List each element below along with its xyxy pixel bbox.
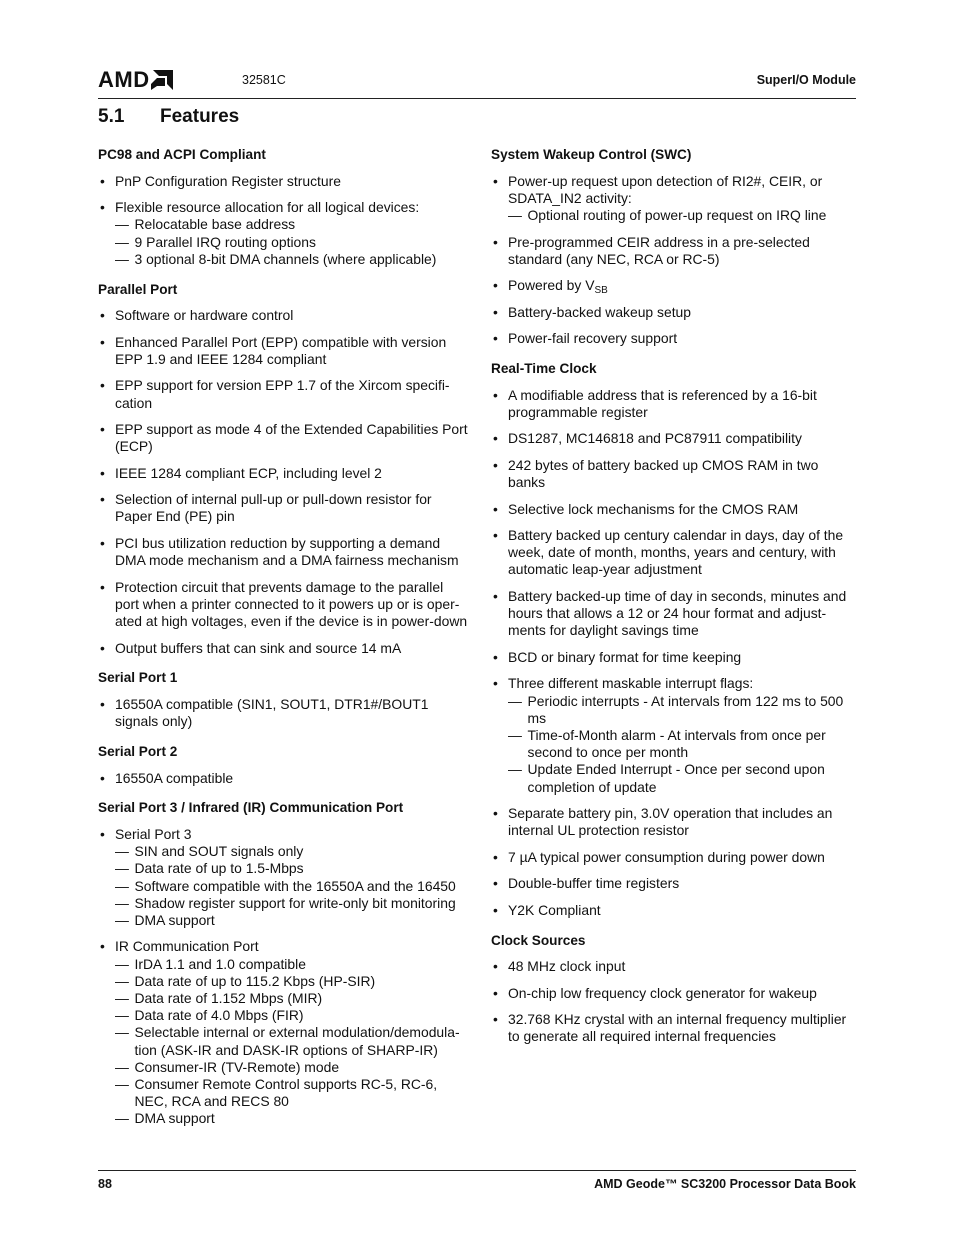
list-item xyxy=(98,640,470,657)
list-item xyxy=(98,770,470,787)
page-footer xyxy=(98,1170,856,1191)
page-number: 88 xyxy=(98,1177,112,1191)
sub-item: — Relocatable base address xyxy=(115,216,470,233)
sub-item: — DMA support xyxy=(115,1110,470,1127)
feature-group xyxy=(491,360,859,919)
group-heading: Serial Port 2 xyxy=(98,743,178,759)
list-item-text: Pre-programmed CEIR address in a pre-selected standard (any NEC, RCA or RC-5) xyxy=(508,233,810,267)
sub-item: — Update Ended Interrupt - Once per second upon completion of update xyxy=(508,761,859,795)
section-title xyxy=(98,106,239,128)
sub-list xyxy=(508,693,859,796)
list-item-text: Software or hardware control xyxy=(115,307,294,324)
list-item xyxy=(491,501,859,518)
list-item xyxy=(98,491,470,525)
list-item xyxy=(491,304,859,321)
list-item xyxy=(491,849,859,866)
amd-logo xyxy=(98,68,173,92)
document-number: 32581C xyxy=(242,73,286,87)
right-column xyxy=(491,146,859,1058)
list-item-text: EPP support for version EPP 1.7 of the Xircom specifi-cation xyxy=(115,377,450,411)
list-item xyxy=(491,234,859,268)
sub-item: — SIN and SOUT signals only xyxy=(115,843,470,860)
list-item xyxy=(98,173,470,190)
page-header xyxy=(98,66,856,99)
sub-item: — Optional routing of power-up request on IRQ line xyxy=(508,207,859,224)
list-item-text: Protection circuit that prevents damage to the parallel port when a printer connected to it powers up or is oper-ated at high voltages, even if the device is in power-down xyxy=(115,578,468,630)
list-item xyxy=(491,173,859,225)
group-heading: Serial Port 3 / Infrared (IR) Communication Port xyxy=(98,800,404,816)
group-heading: Clock Sources xyxy=(491,932,586,948)
feature-list xyxy=(491,173,859,348)
sub-item: — Shadow register support for write-only bit monitoring xyxy=(115,895,470,912)
list-item xyxy=(98,579,470,631)
list-item-text: Flexible resource allocation for all logical devices: xyxy=(115,199,420,216)
sub-item: — Software compatible with the 16550A and the 16450 xyxy=(115,878,470,895)
group-heading: Serial Port 1 xyxy=(98,670,178,686)
list-item-text: 16550A compatible xyxy=(115,769,234,786)
list-item xyxy=(98,334,470,368)
sub-item: — Consumer-IR (TV-Remote) mode xyxy=(115,1059,470,1076)
sub-item: — Consumer Remote Control supports RC-5, RC-6, NEC, RCA and RECS 80 xyxy=(115,1076,470,1110)
list-item xyxy=(491,527,859,579)
sub-list xyxy=(115,956,470,1128)
list-item-text: 242 bytes of battery backed up CMOS RAM in two banks xyxy=(508,456,819,490)
feature-list xyxy=(98,826,470,1128)
group-heading: Parallel Port xyxy=(98,281,178,297)
list-item-text: Battery backed up century calendar in days, day of the week, date of month, months, years and century, with automatic leap-year adjustment xyxy=(508,527,844,578)
section-number: 5.1 xyxy=(98,106,125,127)
feature-group xyxy=(491,932,859,1046)
feature-group xyxy=(98,281,470,657)
sub-item: — Data rate of up to 1.5-Mbps xyxy=(115,860,470,877)
list-item xyxy=(491,330,859,347)
list-item xyxy=(98,826,470,929)
sub-item: — Periodic interrupts - At intervals from 122 ms to 500 ms xyxy=(508,693,859,727)
list-item-text: BCD or binary format for time keeping xyxy=(508,648,742,665)
list-item-text: Output buffers that can sink and source 14 mA xyxy=(115,639,402,656)
feature-group xyxy=(98,799,470,1127)
list-item xyxy=(491,805,859,839)
feature-group xyxy=(491,146,859,347)
sub-item: — Data rate of up to 115.2 Kbps (HP-SIR) xyxy=(115,973,470,990)
list-item xyxy=(491,430,859,447)
list-item xyxy=(98,465,470,482)
feature-list xyxy=(491,387,859,919)
list-item xyxy=(98,421,470,455)
list-item-text: Battery backed-up time of day in seconds, minutes and hours that allows a 12 or 24 hour format and adjust-ments for daylight savings time xyxy=(508,587,847,639)
feature-list xyxy=(491,958,859,1045)
list-item-text: PnP Configuration Register structure xyxy=(115,172,341,189)
list-item-subscript: SB xyxy=(594,285,608,297)
feature-list xyxy=(98,770,470,787)
feature-group xyxy=(98,669,470,730)
list-item-text: 16550A compatible (SIN1, SOUT1, DTR1#/BOUT1 signals only) xyxy=(115,695,429,730)
list-item xyxy=(491,675,859,795)
book-title: AMD Geode™ SC3200 Processor Data Book xyxy=(594,1177,856,1191)
sub-item: — Selectable internal or external modulation/demodula-tion (ASK-IR and DASK-IR options of SHARP-IR) xyxy=(115,1024,470,1058)
list-item-text: Enhanced Parallel Port (EPP) compatible with version EPP 1.9 and IEEE 1284 compliant xyxy=(115,333,447,367)
list-item xyxy=(491,1011,859,1045)
list-item-text: On-chip low frequency clock generator for wakeup xyxy=(508,984,817,1001)
sub-item: — Data rate of 4.0 Mbps (FIR) xyxy=(115,1007,470,1024)
group-heading: System Wakeup Control (SWC) xyxy=(491,147,692,162)
list-item-text: Power-up request upon detection of RI2#, CEIR, or SDATA_IN2 activity: xyxy=(508,172,823,206)
module-title: SuperI/O Module xyxy=(756,73,856,87)
section-name: Features xyxy=(160,106,240,127)
list-item-text: Y2K Compliant xyxy=(508,901,601,918)
amd-arrow-icon xyxy=(151,70,173,90)
sub-list xyxy=(115,843,470,929)
list-item-text: Selection of internal pull-up or pull-down resistor for Paper End (PE) pin xyxy=(115,491,432,525)
feature-list xyxy=(98,696,470,730)
group-heading: PC98 and ACPI Compliant xyxy=(98,147,266,162)
list-item xyxy=(491,387,859,421)
list-item-text: EPP support as mode 4 of the Extended Capabilities Port (ECP) xyxy=(115,421,468,455)
sub-item: — IrDA 1.1 and 1.0 compatible xyxy=(115,956,470,973)
list-item-text: Battery-backed wakeup setup xyxy=(508,303,691,320)
list-item xyxy=(98,535,470,569)
list-item-text: Separate battery pin, 3.0V operation that includes an internal UL protection resistor xyxy=(508,805,833,839)
list-item xyxy=(491,875,859,892)
list-item-text: 48 MHz clock input xyxy=(508,958,626,975)
list-item-text: 32.768 KHz crystal with an internal frequency multiplier to generate all required internal frequencies xyxy=(508,1011,847,1045)
sub-item: — 3 optional 8-bit DMA channels (where applicable) xyxy=(115,251,470,268)
list-item xyxy=(98,199,470,268)
list-item-text: Three different maskable interrupt flags: xyxy=(508,675,754,692)
left-column xyxy=(98,146,470,1140)
list-item xyxy=(98,377,470,411)
list-item-text: Power-fail recovery support xyxy=(508,330,678,347)
feature-group xyxy=(98,743,470,787)
list-item-text: PCI bus utilization reduction by supporting a demand DMA mode mechanism and a DMA fairness mechanism xyxy=(115,534,459,569)
sub-list xyxy=(115,216,470,268)
list-item xyxy=(98,938,470,1127)
list-item-text: 7 µA typical power consumption during power down xyxy=(508,848,825,865)
logo-text: AMD xyxy=(98,67,150,92)
list-item-text: A modifiable address that is referenced by a 16-bit programmable register xyxy=(508,386,817,420)
list-item-text: Double-buffer time registers xyxy=(508,875,680,892)
list-item xyxy=(491,588,859,640)
list-item-text: Powered by V xyxy=(508,277,595,294)
list-item xyxy=(491,985,859,1002)
list-item xyxy=(491,457,859,491)
list-item-text: DS1287, MC146818 and PC87911 compatibility xyxy=(508,430,802,447)
list-item xyxy=(491,958,859,975)
sub-list xyxy=(508,207,859,224)
sub-item: — Time-of-Month alarm - At intervals from once per second to once per month xyxy=(508,727,859,761)
list-item xyxy=(98,696,470,730)
list-item xyxy=(491,277,859,297)
list-item-text: Serial Port 3 xyxy=(115,825,192,842)
sub-item: — 9 Parallel IRQ routing options xyxy=(115,234,470,251)
sub-item: — Data rate of 1.152 Mbps (MIR) xyxy=(115,990,470,1007)
list-item xyxy=(98,307,470,324)
group-heading: Real-Time Clock xyxy=(491,361,597,376)
list-item xyxy=(491,902,859,919)
list-item-text: IEEE 1284 compliant ECP, including level 2 xyxy=(115,464,382,481)
sub-item: — DMA support xyxy=(115,912,470,929)
feature-list xyxy=(98,307,470,657)
list-item-text: IR Communication Port xyxy=(115,938,259,955)
list-item xyxy=(491,649,859,666)
feature-group xyxy=(98,146,470,268)
list-item-text: Selective lock mechanisms for the CMOS RAM xyxy=(508,500,799,517)
feature-list xyxy=(98,173,470,268)
